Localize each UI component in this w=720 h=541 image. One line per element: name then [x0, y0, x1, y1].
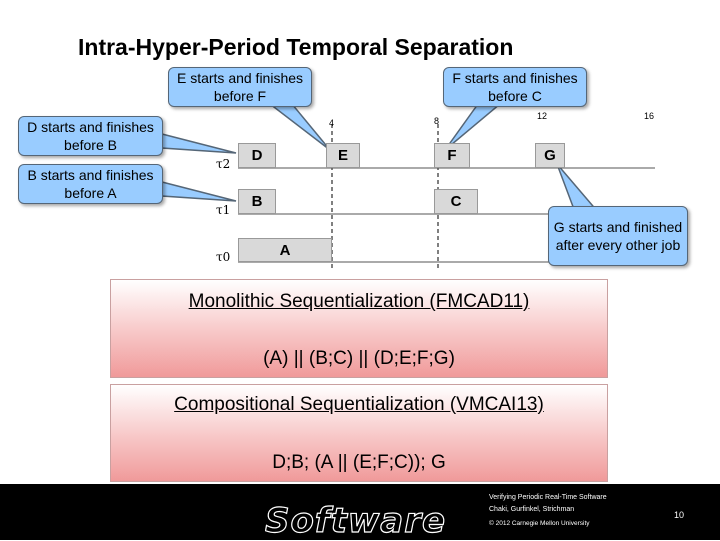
compositional-box [110, 384, 608, 482]
callout-b-pointer [162, 182, 236, 201]
callout-b-before-a: B starts and finishes before A [18, 164, 163, 204]
monolithic-formula: (A) || (B;C) || (D;E;F;G) [263, 348, 455, 369]
job-e: E [326, 143, 360, 168]
compositional-formula: D;B; (A || (E;F;C)); G [272, 452, 446, 473]
callout-d-before-b: D starts and finishes before B [18, 116, 163, 156]
monolithic-heading: Monolithic Sequentialization (FMCAD11) [188, 291, 530, 312]
callout-e-pointer [270, 104, 330, 150]
footer-talk-title: Verifying Periodic Real-Time Software [489, 494, 607, 501]
page-number: 10 [674, 510, 685, 520]
monolithic-box [110, 279, 608, 378]
task-label-tau0: τ0 [216, 250, 231, 264]
job-g: G [535, 143, 565, 168]
callout-e-before-f: E starts and finishes before F [168, 67, 312, 107]
tick-label-8: 8 [434, 116, 440, 126]
task-label-tau2: τ2 [216, 157, 231, 171]
job-a: A [238, 238, 332, 262]
job-f: F [434, 143, 470, 168]
compositional-heading: Compositional Sequentialization (VMCAI13) [174, 394, 544, 415]
callout-g-pointer [557, 164, 598, 212]
callout-f-before-c: F starts and finishes before C [443, 67, 587, 107]
footer-logo: Software [265, 501, 447, 541]
job-d: D [238, 143, 276, 168]
callout-g-after: G starts and finished after every other job [548, 206, 688, 266]
callout-d-pointer [162, 134, 236, 153]
slide-title: Intra-Hyper-Period Temporal Separation [78, 34, 514, 60]
tick-label-12: 12 [537, 111, 548, 121]
task-label-tau1: τ1 [216, 203, 231, 217]
footer-copyright: © 2012 Carnegie Mellon University [489, 520, 590, 527]
job-b: B [238, 189, 276, 214]
footer-authors: Chaki, Gurfinkel, Strichman [489, 506, 575, 513]
tick-label-4: 4 [329, 118, 335, 128]
job-c: C [434, 189, 478, 214]
tick-label-16: 16 [644, 111, 655, 121]
